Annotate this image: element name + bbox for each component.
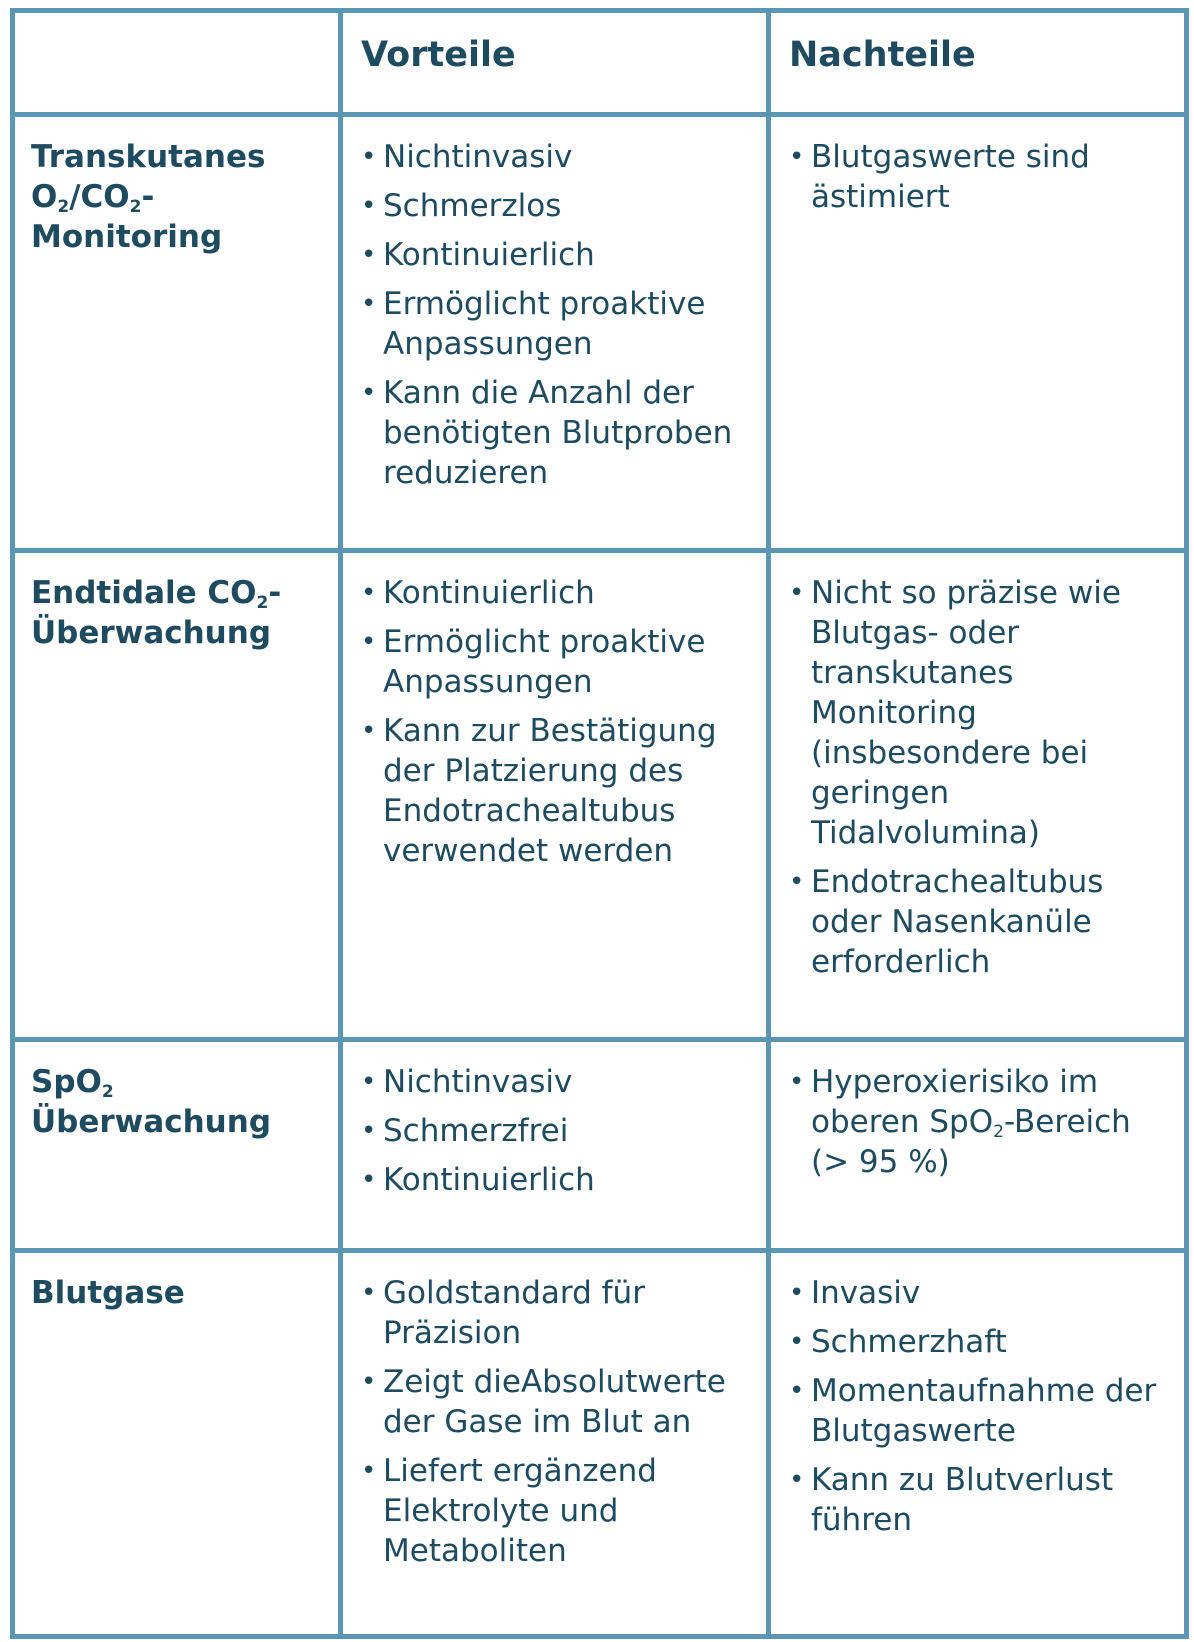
advantages-list (343, 553, 766, 871)
comparison-table (10, 8, 1189, 1639)
bullet-icon: • (789, 1376, 805, 1406)
disadvantages-list (771, 117, 1184, 217)
bullet-icon: • (789, 578, 805, 608)
row-label-spo2: SpO$_2$ Überwachung (13, 1040, 341, 1251)
list-item: • Kontinuierlich (361, 575, 595, 611)
list-item: • Kann zur Bestätigung der Platzierung des Endotrachealtubus verwendet werden (361, 713, 717, 869)
row-label-endtidal: Endtidale $CO_2-$ Überwachung (13, 551, 341, 1040)
advantages-cell (341, 1040, 769, 1251)
header-advantages: Vorteile (341, 11, 769, 115)
header-row (13, 11, 1187, 115)
list-item: • Kontinuierlich (361, 237, 595, 273)
list-item: • Ermöglicht proaktive Anpassungen (361, 624, 706, 700)
advantages-list (343, 1042, 766, 1200)
list-item: • Nichtinvasiv (361, 1064, 573, 1100)
list-item: • Schmerzhaft (789, 1324, 1007, 1360)
list-item: • Momentaufnahme der Blutgaswerte (789, 1373, 1157, 1449)
table-row (13, 551, 1187, 1040)
disadvantages-list (771, 1253, 1184, 1540)
list-item: • Zeigt dieAbsolutwerte der Gase im Blut an (361, 1364, 726, 1440)
bullet-icon: • (361, 240, 377, 270)
bullet-icon: • (789, 867, 805, 897)
bullet-icon: • (361, 289, 377, 319)
row-label-blood-gases: Blutgase (13, 1251, 341, 1637)
bullet-icon: • (789, 1327, 805, 1357)
list-item: • Blutgaswerte sind ästimiert (789, 139, 1090, 215)
bullet-icon: • (361, 1067, 377, 1097)
advantages-list (343, 117, 766, 493)
advantages-cell (341, 1251, 769, 1637)
disadvantages-cell (769, 1251, 1187, 1637)
list-item: • Kontinuierlich (361, 1162, 595, 1198)
bullet-icon: • (361, 142, 377, 172)
list-item: • Nicht so präzise wie Blutgas- oder transkutanes Monitoring (insbesondere bei geringen Tidalvolumina) (789, 575, 1121, 851)
bullet-icon: • (361, 378, 377, 408)
list-item: • Invasiv (789, 1275, 921, 1311)
bullet-icon: • (789, 1067, 805, 1097)
header-corner-cell (13, 11, 341, 115)
table-row (13, 1040, 1187, 1251)
bullet-icon: • (361, 627, 377, 657)
disadvantages-cell (769, 1040, 1187, 1251)
list-item: • Goldstandard für Präzision (361, 1275, 645, 1351)
list-item: • Liefert ergänzend Elektrolyte und Metaboliten (361, 1453, 657, 1569)
disadvantages-cell (769, 115, 1187, 551)
bullet-icon: • (361, 716, 377, 746)
bullet-icon: • (789, 142, 805, 172)
header-disadvantages: Nachteile (769, 11, 1187, 115)
list-item: • Kann die Anzahl der benötigten Blutproben reduzieren (361, 375, 733, 491)
bullet-icon: • (361, 191, 377, 221)
row-label-transcutaneous: Transkutanes $O_2/CO_2-$ Monitoring (13, 115, 341, 551)
disadvantages-cell (769, 551, 1187, 1040)
bullet-icon: • (361, 1165, 377, 1195)
bullet-icon: • (789, 1465, 805, 1495)
list-item: • Schmerzlos (361, 188, 562, 224)
list-item: • Ermöglicht proaktive Anpassungen (361, 286, 706, 362)
bullet-icon: • (361, 1116, 377, 1146)
bullet-icon: • (361, 1367, 377, 1397)
bullet-icon: • (361, 578, 377, 608)
list-item: • Hyperoxierisiko im oberen SpO$_2$-Bereich (> 95 %) (789, 1064, 1131, 1180)
list-item: • Kann zu Blutverlust führen (789, 1462, 1114, 1538)
table-row (13, 1251, 1187, 1637)
advantages-list (343, 1253, 766, 1571)
disadvantages-list (771, 553, 1184, 982)
list-item: • Endotrachealtubus oder Nasenkanüle erforderlich (789, 864, 1104, 980)
list-item: • Schmerzfrei (361, 1113, 569, 1149)
advantages-cell (341, 115, 769, 551)
comparison-table-container (10, 8, 1184, 1634)
table-row (13, 115, 1187, 551)
bullet-icon: • (361, 1456, 377, 1486)
disadvantages-list (771, 1042, 1184, 1182)
bullet-icon: • (789, 1278, 805, 1308)
advantages-cell (341, 551, 769, 1040)
bullet-icon: • (361, 1278, 377, 1308)
list-item: • Nichtinvasiv (361, 139, 573, 175)
